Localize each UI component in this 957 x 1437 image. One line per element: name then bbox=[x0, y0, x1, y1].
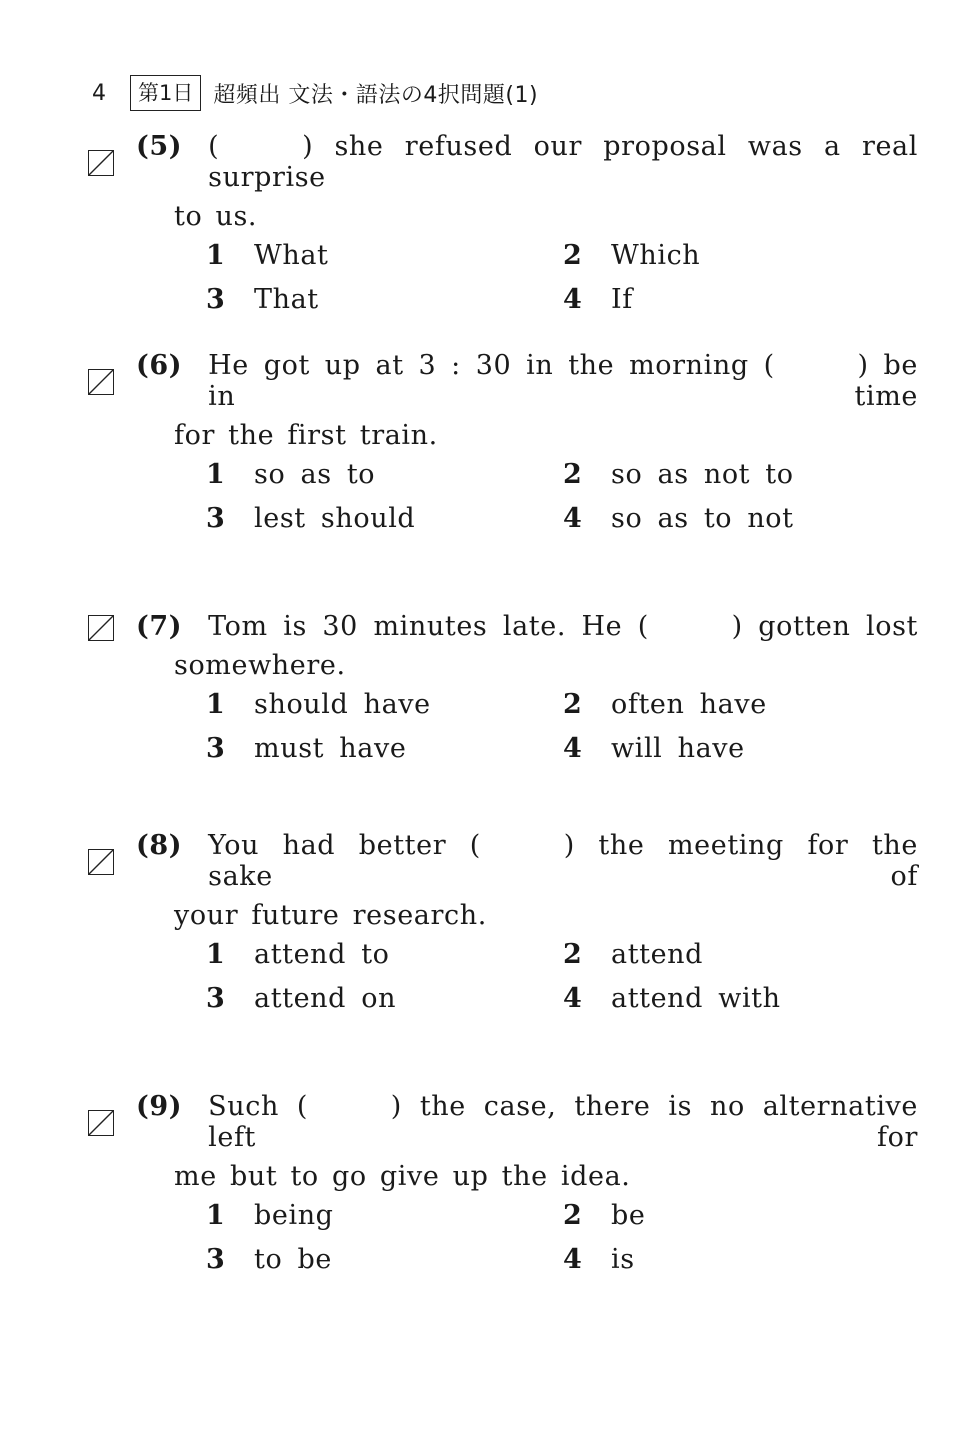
choice-4[interactable] bbox=[563, 1244, 863, 1280]
question-7-checkbox[interactable] bbox=[88, 615, 114, 641]
choice-text: so as not to bbox=[611, 459, 794, 490]
question-number: (6) bbox=[136, 350, 183, 381]
section-title: 超頻出 文法・語法の4択問題(1) bbox=[213, 82, 539, 108]
choice-number: 4 bbox=[563, 1244, 582, 1275]
question-9-checkbox[interactable] bbox=[88, 1110, 114, 1136]
choice-number: 2 bbox=[563, 240, 582, 271]
choice-3[interactable] bbox=[206, 983, 563, 1019]
choice-number: 3 bbox=[206, 1244, 225, 1275]
choice-4[interactable] bbox=[563, 284, 863, 320]
choice-text: What bbox=[254, 240, 329, 271]
choice-2[interactable] bbox=[563, 939, 863, 975]
choice-text: lest should bbox=[254, 503, 416, 534]
choice-list bbox=[206, 939, 918, 1019]
question-number: (8) bbox=[136, 830, 183, 861]
choice-text: attend bbox=[611, 939, 704, 970]
choice-list bbox=[206, 459, 918, 539]
day-label-box: 第1日 bbox=[130, 75, 201, 111]
choice-4[interactable] bbox=[563, 503, 863, 539]
choice-1[interactable] bbox=[206, 1200, 563, 1236]
choice-number: 1 bbox=[206, 459, 225, 490]
choice-number: 4 bbox=[563, 983, 582, 1014]
question-8 bbox=[88, 830, 918, 1019]
choice-text: will have bbox=[611, 733, 745, 764]
choice-text: so as to bbox=[254, 459, 376, 490]
choice-list bbox=[206, 1200, 918, 1280]
choice-2[interactable] bbox=[563, 1200, 863, 1236]
question-7 bbox=[88, 611, 918, 769]
choice-text: is bbox=[611, 1244, 635, 1275]
choice-text: being bbox=[254, 1200, 334, 1231]
choice-text: Which bbox=[611, 240, 701, 271]
choice-list bbox=[206, 689, 918, 769]
question-text-continued: your future research. bbox=[174, 900, 487, 931]
choice-number: 3 bbox=[206, 284, 225, 315]
choice-text: be bbox=[611, 1200, 646, 1231]
question-5 bbox=[88, 131, 918, 320]
choice-number: 1 bbox=[206, 689, 225, 720]
question-text: You had better ( ) the meeting for the sake of bbox=[208, 830, 918, 892]
question-5-checkbox[interactable] bbox=[88, 150, 114, 176]
page-number: 4 bbox=[92, 80, 106, 106]
choice-3[interactable] bbox=[206, 1244, 563, 1280]
choice-text: should have bbox=[254, 689, 431, 720]
question-text-continued: to us. bbox=[174, 201, 258, 232]
choice-4[interactable] bbox=[563, 983, 863, 1019]
question-text: ( ) she refused our proposal was a real surprise bbox=[208, 131, 918, 193]
choice-number: 4 bbox=[563, 503, 582, 534]
choice-text: often have bbox=[611, 689, 767, 720]
choice-text: That bbox=[254, 284, 319, 315]
choice-number: 2 bbox=[563, 689, 582, 720]
choice-text: If bbox=[611, 284, 633, 315]
question-text-continued: me but to go give up the idea. bbox=[174, 1161, 631, 1192]
question-6-checkbox[interactable] bbox=[88, 369, 114, 395]
choice-number: 3 bbox=[206, 983, 225, 1014]
choice-number: 3 bbox=[206, 503, 225, 534]
choice-3[interactable] bbox=[206, 733, 563, 769]
choice-2[interactable] bbox=[563, 459, 863, 495]
question-6 bbox=[88, 350, 918, 539]
choice-text: must have bbox=[254, 733, 407, 764]
choice-list bbox=[206, 240, 918, 320]
question-number: (5) bbox=[136, 131, 183, 162]
page-header bbox=[92, 72, 538, 114]
choice-3[interactable] bbox=[206, 284, 563, 320]
choice-4[interactable] bbox=[563, 733, 863, 769]
choice-text: attend on bbox=[254, 983, 397, 1014]
choice-number: 1 bbox=[206, 240, 225, 271]
question-text: Such ( ) the case, there is no alternative left for bbox=[208, 1091, 918, 1153]
question-9 bbox=[88, 1091, 918, 1280]
question-text-continued: for the first train. bbox=[174, 420, 438, 451]
question-text: Tom is 30 minutes late. He ( ) gotten lost bbox=[208, 611, 918, 642]
question-number: (9) bbox=[136, 1091, 183, 1122]
choice-number: 4 bbox=[563, 733, 582, 764]
choice-text: so as to not bbox=[611, 503, 794, 534]
choice-number: 2 bbox=[563, 459, 582, 490]
choice-1[interactable] bbox=[206, 939, 563, 975]
choice-text: attend with bbox=[611, 983, 781, 1014]
choice-1[interactable] bbox=[206, 459, 563, 495]
choice-number: 1 bbox=[206, 1200, 225, 1231]
question-text: He got up at 3 : 30 in the morning ( ) be in time bbox=[208, 350, 918, 412]
choice-number: 2 bbox=[563, 1200, 582, 1231]
choice-3[interactable] bbox=[206, 503, 563, 539]
choice-number: 3 bbox=[206, 733, 225, 764]
choice-number: 1 bbox=[206, 939, 225, 970]
question-number: (7) bbox=[136, 611, 183, 642]
choice-2[interactable] bbox=[563, 689, 863, 725]
choice-text: attend to bbox=[254, 939, 390, 970]
choice-number: 4 bbox=[563, 284, 582, 315]
question-text-continued: somewhere. bbox=[174, 650, 346, 681]
choice-text: to be bbox=[254, 1244, 332, 1275]
choice-number: 2 bbox=[563, 939, 582, 970]
choice-1[interactable] bbox=[206, 689, 563, 725]
choice-2[interactable] bbox=[563, 240, 863, 276]
choice-1[interactable] bbox=[206, 240, 563, 276]
question-8-checkbox[interactable] bbox=[88, 849, 114, 875]
